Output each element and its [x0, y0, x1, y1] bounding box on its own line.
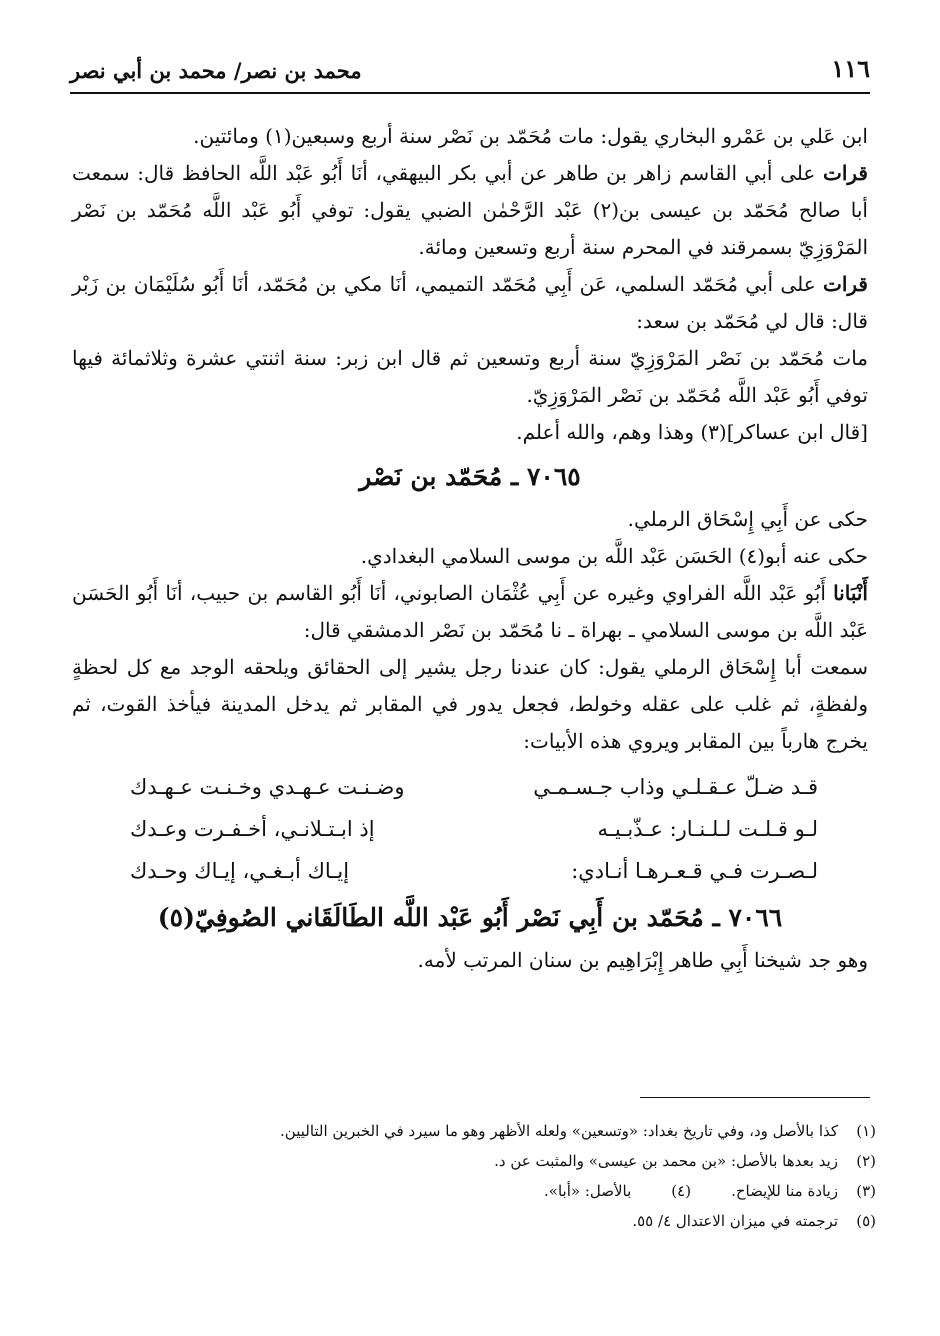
footnote-number: (٢)	[856, 1152, 876, 1170]
footnotes	[150, 1116, 876, 1236]
footnote-text: بالأصل: «أبا».	[544, 1182, 632, 1200]
entry-title: ٧٠٦٥ ـ مُحَمّد بن نَصْر	[359, 462, 581, 491]
footnote	[150, 1206, 876, 1236]
verse-first-hemistich: لـو قـلـت لـلـنـار: عـذّبـيـه	[597, 817, 818, 841]
footnote-number: (١)	[856, 1122, 876, 1140]
paragraph	[72, 649, 868, 760]
verse-line	[72, 766, 868, 808]
verse-line	[72, 850, 868, 892]
paragraph-text: حكى عنه أبو(٤) الحَسَن عَبْد اللَّه بن موسى السلامي البغدادي.	[360, 544, 868, 568]
paragraph	[72, 575, 868, 649]
verse-first-hemistich: قـد ضـلّ عـقـلـي وذاب جـسـمـي	[533, 775, 818, 799]
paragraph	[72, 501, 868, 538]
footnote	[150, 1116, 876, 1146]
footnote-number: (٣)	[856, 1182, 876, 1200]
verse-first-hemistich: لـصـرت فـي قـعـرهـا أنـادي:	[571, 859, 818, 883]
paragraph-lead: قرات	[823, 161, 868, 185]
footnote-text: كذا بالأصل ود، وفي تاريخ بغداد: «وتسعين» ولعله الأظهر وهو ما سيرد في الخبرين التاليين.	[280, 1122, 838, 1140]
paragraph	[72, 414, 868, 451]
paragraph-lead: أَنْبَانا	[833, 581, 868, 605]
page-number: ١١٦	[831, 54, 870, 83]
verse-second-hemistich: وضـنـت عـهـدي وخـنـت عـهـدك	[130, 775, 405, 799]
paragraph	[72, 340, 868, 414]
footnote-text: ترجمته في ميزان الاعتدال ٤/ ٥٥.	[632, 1212, 838, 1230]
footnote-rule	[640, 1097, 870, 1098]
paragraph-text: على أبي القاسم زاهر بن طاهر عن أبي بكر البيهقي، أنَا أَبُو عَبْد اللَّه الحافظ قال: سمعت أبا صالح مُحَمّد بن عيسى بن(٢) عَبْد الرَّحْمٰن الضبي يقول: توفي أَبُو عَبْد اللَّه مُحَمّد بن نَصْر المَرْوَزِيّ بسمرقند في المحرم سنة أربع وتسعين ومائة.	[72, 161, 868, 259]
footnote	[150, 1146, 876, 1176]
footnote-text: زيادة منا للإيضاح.	[731, 1182, 838, 1200]
paragraph	[72, 155, 868, 266]
running-title: محمد بن نصر/ محمد بن أبي نصر	[70, 58, 362, 83]
paragraph-text: [قال ابن عساكر](٣) وهذا وهم، والله أعلم.	[516, 420, 868, 444]
entry-title: ٧٠٦٦ ـ مُحَمّد بن أَبِي نَصْر أَبُو عَبْد اللَّه الطَالَقَاني الصُوفِيّ(٥)	[157, 903, 783, 932]
verse-second-hemistich: إذ ابـتـلانـي، أخـفـرت وعـدك	[130, 817, 375, 841]
paragraph	[72, 538, 868, 575]
paragraph	[72, 118, 868, 155]
main-text	[72, 118, 868, 979]
poem	[72, 766, 868, 892]
paragraph-text: ابن عَلي بن عَمْرو البخاري يقول: مات مُحَمّد بن نَصْر سنة أربع وسبعين(١) ومائتين.	[193, 124, 868, 148]
paragraph-text: على أبي مُحَمّد السلمي، عَن أَبِي مُحَمّد التميمي، أنَا مكي بن مُحَمّد، أنَا أَبُو سُلَيْمَان بن زَبْر قال: قال لي مُحَمّد بن سعد:	[72, 272, 868, 333]
paragraph-lead: قرات	[823, 272, 868, 296]
paragraph-text: وهو جد شيخنا أَبِي طاهر إِبْرَاهِيم بن سنان المرتب لأمه.	[417, 948, 868, 972]
paragraph-text: أَبُو عَبْد اللَّه الفراوي وغيره عن أَبِي عُثْمَان الصابوني، أنَا أَبُو القاسم بن حبيب، أنَا أَبُو الحَسَن عَبْد اللَّه بن موسى السلامي ـ بهراة ـ نا مُحَمّد بن نَصْر الدمشقي قال:	[72, 581, 868, 642]
page-header	[70, 52, 870, 88]
footnote-pair	[544, 1176, 838, 1206]
verse-line	[72, 808, 868, 850]
paragraph	[72, 266, 868, 340]
paragraph-text: مات مُحَمّد بن نَصْر المَرْوَزِيّ سنة أربع وتسعين ثم قال ابن زبر: سنة اثنتي عشرة وثلاثمائة فيها توفي أَبُو عَبْد اللَّه مُحَمّد بن نَصْر المَرْوَزِيّ.	[72, 346, 868, 407]
paragraph-text: سمعت أبا إِسْحَاق الرملي يقول: كان عندنا رجل يشير إلى الحقائق ويلحقه الوجد مع كل لحظةٍ ولفظةٍ، ثم غلب على عقله وخولط، فجعل يدور في المقابر ثم يدخل المدينة فيأخذ القوت، ثم يخرج هارباً بين المقابر ويروي هذه الأبيات:	[72, 655, 868, 753]
footnote	[150, 1176, 876, 1206]
paragraph-text: حكى عن أَبِي إِسْحَاق الرملي.	[627, 507, 868, 531]
paragraph	[72, 942, 868, 979]
footnote-text: زيد بعدها بالأصل: «بن محمد بن عيسى» والمثبت عن د.	[494, 1152, 838, 1170]
footnote-number: (٥)	[856, 1212, 876, 1230]
footnote-number: (٤)	[671, 1182, 692, 1200]
header-rule	[70, 92, 870, 94]
verse-second-hemistich: إيـاك أبـغـي، إيـاك وحـدك	[130, 859, 350, 883]
